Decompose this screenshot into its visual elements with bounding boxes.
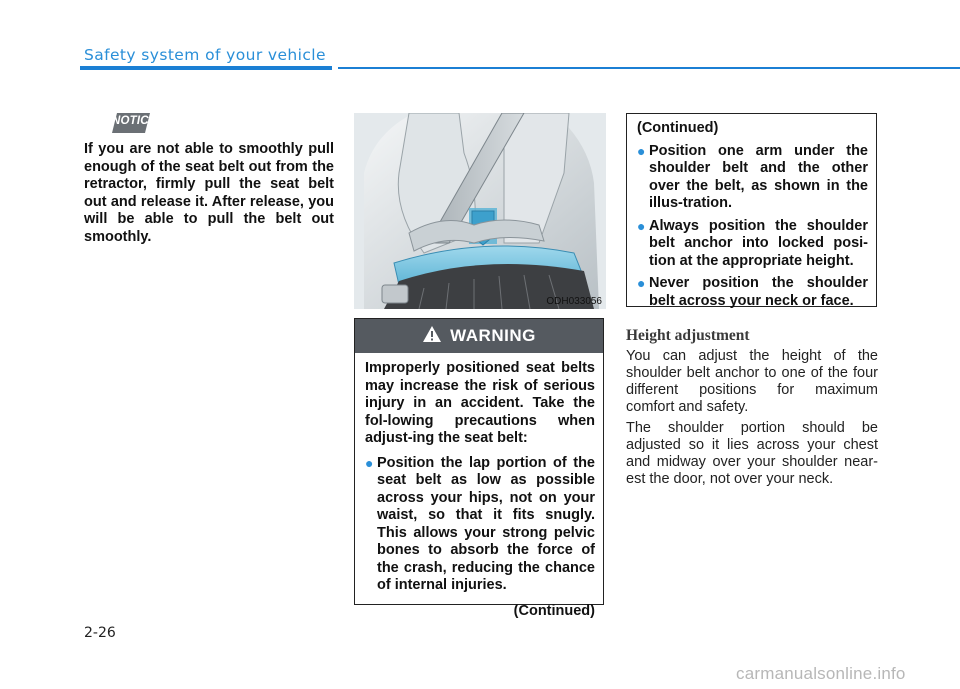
continued-bullet xyxy=(637,275,868,310)
continued-bullet-text: Position one arm under the shoulder belt and the other over the belt, as shown in the illus-tration. xyxy=(649,142,868,211)
notice-text: If you are not able to smoothly pull enough of the seat belt out from the retractor, firmly pull the seat belt out and release it. After release, you will be able to pull the belt out smoothly. xyxy=(84,141,334,245)
bullet-dot-icon: ● xyxy=(637,217,646,234)
warning-bullet xyxy=(365,455,595,595)
figure-code: ODH033056 xyxy=(546,296,602,307)
warning-box xyxy=(354,318,604,619)
page-number: 2-26 xyxy=(84,625,116,641)
bullet-dot-icon: ● xyxy=(637,142,646,159)
continued-bullet xyxy=(637,143,868,213)
section-title: Safety system of your vehicle xyxy=(84,46,326,64)
height-adjustment-paragraph: You can adjust the height of the shoulder belt anchor to one of the four different positions for maximum comfort and safety. xyxy=(626,348,878,415)
seat-belt-illustration xyxy=(354,113,606,309)
watermark: carmanualsonline.info xyxy=(736,664,906,683)
warning-bullet-text: Position the lap portion of the seat belt as low as possible across your hips, not on your waist, so that it fits snugly. This allows your strong pelvic bones to absorb the force of the crash, reducing the chance of internal injuries. xyxy=(377,454,595,593)
warning-heading: WARNING xyxy=(450,326,536,345)
height-adjustment-heading: Height adjustment xyxy=(626,327,750,344)
height-adjustment-paragraph: The shoulder portion should be adjusted so it lies across your chest and midway over your shoulder near-est the door, not over your neck. xyxy=(626,420,878,487)
header-rule-thin xyxy=(338,67,960,69)
warning-triangle-icon xyxy=(422,325,442,348)
continued-bullet xyxy=(637,218,868,271)
continued-heading: (Continued) xyxy=(637,120,719,136)
notice-badge-label: NOTICE xyxy=(112,115,157,127)
warning-intro: Improperly positioned seat belts may increase the risk of serious injury in an accident. Take the fol-lowing precautions when adjust-ing the seat belt: xyxy=(365,360,595,446)
warning-header xyxy=(355,319,603,353)
bullet-dot-icon: ● xyxy=(365,454,374,471)
continued-bullet-text: Never position the shoulder belt across your neck or face. xyxy=(649,275,868,309)
header-rule-thick xyxy=(80,66,332,70)
bullet-dot-icon: ● xyxy=(637,275,646,291)
warning-continued: (Continued) xyxy=(513,602,595,619)
continued-bullet-text: Always position the shoulder belt anchor into locked posi-tion at the appropriate height. xyxy=(649,217,868,269)
continued-box xyxy=(626,113,877,307)
